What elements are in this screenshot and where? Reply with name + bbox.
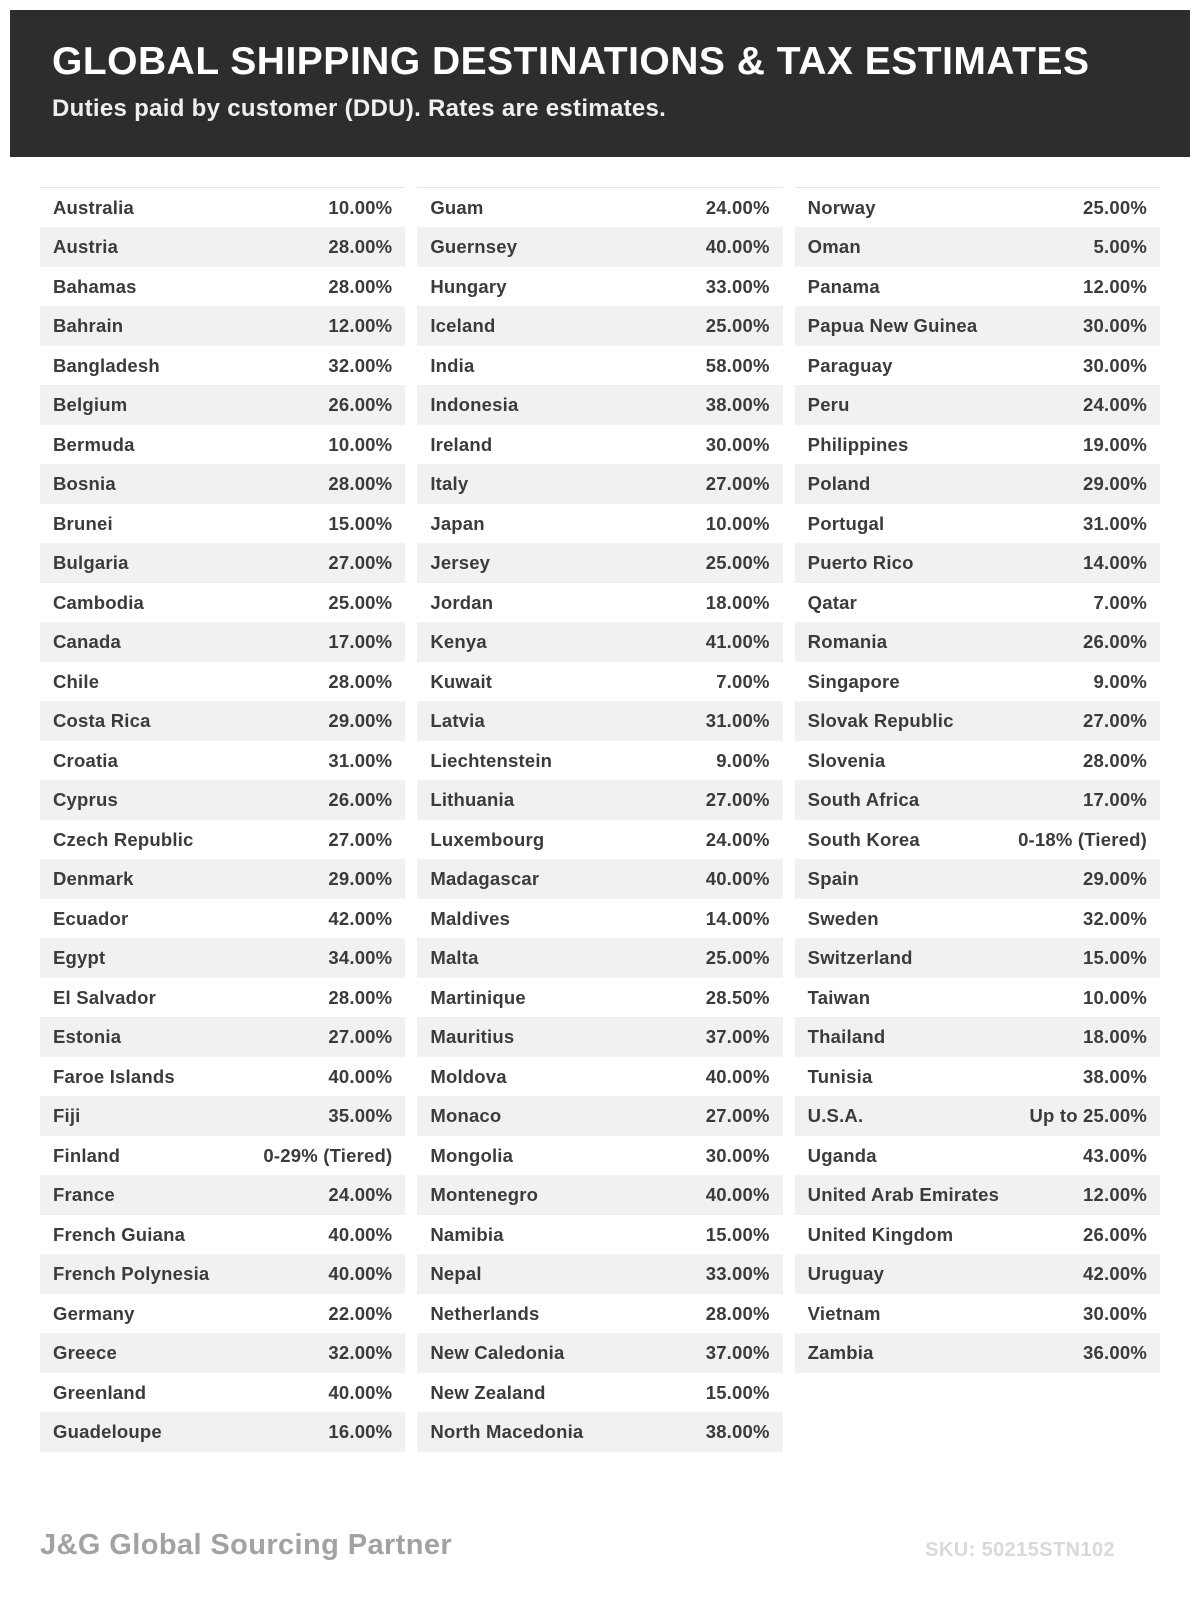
rate-value: 42.00% [328,907,393,929]
country-label: Egypt [53,947,106,969]
country-label: Nepal [430,1263,482,1285]
country-label: Zambia [807,1342,874,1364]
rate-value: 28.00% [328,670,393,692]
rate-row [40,1254,405,1294]
rate-value: 19.00% [1083,433,1147,455]
rate-row [417,1136,782,1176]
country-label: Iceland [430,315,496,337]
country-label: Bermuda [53,433,135,455]
rate-value: 58.00% [705,354,770,376]
rate-row [417,346,782,386]
rate-row [795,1175,1160,1215]
country-label: French Guiana [53,1223,186,1245]
country-label: Romania [807,631,888,653]
rate-value: 15.00% [705,1223,770,1245]
country-label: Poland [807,473,871,495]
country-label: Guam [430,196,484,218]
rate-row [795,306,1160,346]
rate-row [40,306,405,346]
country-label: Slovak Republic [807,710,954,732]
country-label: Costa Rica [53,710,151,732]
country-label: Lithuania [430,789,515,811]
rate-value: 30.00% [1083,354,1147,376]
rate-value: 10.00% [705,512,770,534]
rate-row [417,1215,782,1255]
rate-row [795,1294,1160,1334]
country-label: Madagascar [430,868,540,890]
rate-row [417,227,782,267]
rate-row [417,306,782,346]
rate-value: 28.00% [328,236,393,258]
rate-value: 15.00% [328,512,393,534]
rate-row [417,504,782,544]
rate-value: 30.00% [1083,315,1147,337]
rate-row [417,820,782,860]
country-label: French Polynesia [53,1263,210,1285]
rate-value: 28.00% [1083,749,1147,771]
rate-value: 41.00% [705,631,770,653]
rate-value: 27.00% [705,789,770,811]
rate-value: 29.00% [1083,473,1147,495]
rate-row [40,425,405,465]
rate-value: 25.00% [1083,196,1147,218]
country-label: Greenland [53,1381,147,1403]
country-label: Mongolia [430,1144,514,1166]
header-banner [10,10,1190,157]
rates-grid [40,187,1160,1452]
rate-row [417,1175,782,1215]
country-label: Greece [53,1342,117,1364]
country-label: Kuwait [430,670,493,692]
rate-value: 31.00% [328,749,393,771]
rate-value: 27.00% [328,552,393,574]
rate-row [795,859,1160,899]
rate-row [417,701,782,741]
rate-row [795,504,1160,544]
rate-row [40,1096,405,1136]
rate-row [40,859,405,899]
country-label: Moldova [430,1065,507,1087]
country-label: Indonesia [430,394,519,416]
rate-value: 0-18% (Tiered) [1018,828,1147,850]
rate-row [40,543,405,583]
country-label: Qatar [807,591,857,613]
rate-row [40,701,405,741]
rate-value: 33.00% [705,1263,770,1285]
country-label: North Macedonia [430,1421,584,1443]
rate-row [417,662,782,702]
country-label: Cyprus [53,789,118,811]
rate-value: 14.00% [1083,552,1147,574]
rate-value: 37.00% [705,1026,770,1048]
rate-row [417,464,782,504]
rate-row [795,1254,1160,1294]
country-label: Denmark [53,868,134,890]
rate-value: 38.00% [705,394,770,416]
country-label: Netherlands [430,1302,540,1324]
rate-row [795,741,1160,781]
rate-row [795,188,1160,228]
rate-row [795,1017,1160,1057]
rate-value: 22.00% [328,1302,393,1324]
country-label: Montenegro [430,1184,539,1206]
country-label: United Kingdom [807,1223,954,1245]
rate-value: 25.00% [328,591,393,613]
country-label: Uruguay [807,1263,885,1285]
rate-value: 17.00% [328,631,393,653]
rate-row [40,899,405,939]
rate-row [417,1412,782,1452]
rate-row [40,780,405,820]
footer [0,1529,1200,1562]
rate-value: 27.00% [1083,710,1147,732]
rate-value: 40.00% [705,868,770,890]
rate-row [40,1017,405,1057]
rate-row [417,1373,782,1413]
country-label: Guernsey [430,236,518,258]
rate-row [40,820,405,860]
rate-value: 40.00% [705,1065,770,1087]
rate-row [795,425,1160,465]
rate-value: 28.00% [705,1302,770,1324]
country-label: New Caledonia [430,1342,565,1364]
rate-value: 10.00% [328,196,393,218]
rate-row [795,820,1160,860]
rate-value: 12.00% [1083,275,1147,297]
rate-value: 40.00% [328,1263,393,1285]
rate-row [795,464,1160,504]
country-label: Bangladesh [53,354,160,376]
rate-row [40,1136,405,1176]
rate-row [795,1136,1160,1176]
rate-value: 32.00% [328,1342,393,1364]
rate-row [795,227,1160,267]
rate-row [795,346,1160,386]
country-label: Czech Republic [53,828,194,850]
rate-row [40,1373,405,1413]
rate-value: 25.00% [705,947,770,969]
rate-row [795,978,1160,1018]
rate-value: 24.00% [328,1184,393,1206]
country-label: Estonia [53,1026,122,1048]
country-label: Monaco [430,1105,502,1127]
country-label: Uganda [807,1144,877,1166]
country-label: Bahrain [53,315,124,337]
rate-row [40,583,405,623]
rate-row [40,978,405,1018]
rate-value: 40.00% [328,1065,393,1087]
rate-value: 25.00% [705,552,770,574]
rate-row [40,938,405,978]
rate-row [40,622,405,662]
rate-value: 18.00% [1083,1026,1147,1048]
rate-value: 12.00% [328,315,393,337]
rate-value: 9.00% [1093,670,1147,692]
rate-value: 34.00% [328,947,393,969]
country-label: Croatia [53,749,119,771]
country-label: Jersey [430,552,491,574]
rate-row [40,188,405,228]
rate-value: 7.00% [716,670,770,692]
rate-value: 29.00% [328,710,393,732]
rate-value: 28.00% [328,986,393,1008]
rate-row [795,701,1160,741]
rate-value: 9.00% [716,749,770,771]
rate-row [417,1333,782,1373]
country-label: Hungary [430,275,507,297]
rate-row [417,978,782,1018]
country-label: Guadeloupe [53,1421,162,1443]
country-label: France [53,1184,115,1206]
rate-value: 28.00% [328,473,393,495]
rate-row [795,1096,1160,1136]
country-label: Papua New Guinea [807,315,978,337]
rate-value: 32.00% [1083,907,1147,929]
rate-value: 14.00% [705,907,770,929]
country-label: Oman [807,236,861,258]
country-label: Norway [807,196,876,218]
country-label: Spain [807,868,860,890]
rate-value: 29.00% [328,868,393,890]
country-label: Fiji [53,1105,81,1127]
country-label: Peru [807,394,850,416]
country-label: Ireland [430,433,493,455]
country-label: South Korea [807,828,920,850]
rate-value: 30.00% [705,433,770,455]
rate-value: 10.00% [1083,986,1147,1008]
rate-row [40,1294,405,1334]
rate-value: 27.00% [705,473,770,495]
country-label: South Africa [807,789,920,811]
rate-row [795,622,1160,662]
sku-text: SKU: 50215STN102 [925,1539,1115,1561]
rate-value: 40.00% [705,236,770,258]
page-subtitle: Duties paid by customer (DDU). Rates are estimates. [52,94,667,122]
rate-value: 7.00% [1093,591,1147,613]
country-label: Singapore [807,670,900,692]
country-label: Switzerland [807,947,913,969]
country-label: Slovenia [807,749,886,771]
rate-value: 24.00% [1083,394,1147,416]
country-label: Belgium [53,394,128,416]
rate-row [40,346,405,386]
rate-row [40,267,405,307]
country-label: Mauritius [430,1026,515,1048]
country-label: Finland [53,1144,121,1166]
rate-value: 36.00% [1083,1342,1147,1364]
rate-row [417,543,782,583]
rate-value: 27.00% [705,1105,770,1127]
rate-row [40,1333,405,1373]
rate-value: 30.00% [705,1144,770,1166]
country-label: Paraguay [807,354,893,376]
rate-row [795,583,1160,623]
rate-value: Up to 25.00% [1029,1105,1147,1127]
rate-value: 30.00% [1083,1302,1147,1324]
rate-row [795,780,1160,820]
rate-row [40,1215,405,1255]
rate-row [417,1294,782,1334]
rate-row [795,899,1160,939]
rate-value: 25.00% [705,315,770,337]
rate-value: 10.00% [328,433,393,455]
country-label: Luxembourg [430,828,545,850]
rate-row [417,267,782,307]
rate-value: 26.00% [1083,631,1147,653]
rates-column-2 [417,187,782,1452]
country-label: Brunei [53,512,113,534]
rate-value: 28.50% [705,986,770,1008]
country-label: New Zealand [430,1381,546,1403]
rate-row [795,1333,1160,1373]
rate-value: 5.00% [1093,236,1147,258]
rate-row [417,1096,782,1136]
rate-row [40,504,405,544]
country-label: Thailand [807,1026,886,1048]
rate-value: 28.00% [328,275,393,297]
country-label: Vietnam [807,1302,881,1324]
rate-row [795,938,1160,978]
rate-value: 42.00% [1083,1263,1147,1285]
rate-value: 43.00% [1083,1144,1147,1166]
rate-row [40,464,405,504]
rate-value: 33.00% [705,275,770,297]
rate-row [795,1215,1160,1255]
country-label: Ecuador [53,907,129,929]
rate-row [40,227,405,267]
country-label: Bahamas [53,275,137,297]
country-label: Panama [807,275,880,297]
rate-value: 35.00% [328,1105,393,1127]
rate-value: 0-29% (Tiered) [263,1144,393,1166]
rate-row [795,662,1160,702]
country-label: Latvia [430,710,485,732]
country-label: Maldives [430,907,511,929]
rate-value: 38.00% [1083,1065,1147,1087]
country-label: United Arab Emirates [807,1184,1000,1206]
rates-column-1 [40,187,405,1452]
rate-value: 26.00% [328,394,393,416]
brand-text: J&G Global Sourcing Partner [40,1529,453,1561]
country-label: Martinique [430,986,526,1008]
rate-value: 40.00% [328,1381,393,1403]
rate-value: 29.00% [1083,868,1147,890]
rate-value: 26.00% [1083,1223,1147,1245]
country-label: Malta [430,947,479,969]
rate-row [417,583,782,623]
rate-value: 15.00% [705,1381,770,1403]
country-label: Japan [430,512,485,534]
rate-row [417,1254,782,1294]
rate-row [417,1017,782,1057]
rate-row [417,780,782,820]
rate-value: 31.00% [1083,512,1147,534]
rate-row [417,859,782,899]
rate-value: 26.00% [328,789,393,811]
country-label: Chile [53,670,100,692]
rate-row [417,188,782,228]
rate-value: 32.00% [328,354,393,376]
rate-row [795,1057,1160,1097]
rate-row [417,938,782,978]
rate-value: 40.00% [328,1223,393,1245]
country-label: U.S.A. [807,1105,864,1127]
country-label: Kenya [430,631,487,653]
country-label: Philippines [807,433,909,455]
country-label: Namibia [430,1223,504,1245]
rate-row [417,899,782,939]
country-label: Cambodia [53,591,145,613]
rate-value: 31.00% [705,710,770,732]
country-label: Bulgaria [53,552,129,574]
rate-row [417,425,782,465]
rate-row [795,385,1160,425]
country-label: Germany [53,1302,135,1324]
rate-value: 18.00% [705,591,770,613]
country-label: Italy [430,473,469,495]
rates-column-3 [795,187,1160,1373]
country-label: Jordan [430,591,494,613]
rate-value: 38.00% [705,1421,770,1443]
rate-row [795,543,1160,583]
country-label: Portugal [807,512,885,534]
rate-value: 16.00% [328,1421,393,1443]
country-label: Australia [53,196,134,218]
country-label: Tunisia [807,1065,873,1087]
rate-row [40,385,405,425]
rate-row [417,622,782,662]
country-label: Faroe Islands [53,1065,175,1087]
rate-value: 37.00% [705,1342,770,1364]
rate-row [40,1057,405,1097]
rate-row [40,662,405,702]
country-label: Taiwan [807,986,871,1008]
rate-row [417,741,782,781]
rate-value: 40.00% [705,1184,770,1206]
country-label: Puerto Rico [807,552,914,574]
rate-value: 24.00% [705,196,770,218]
country-label: Liechtenstein [430,749,553,771]
rate-row [417,385,782,425]
rate-value: 12.00% [1083,1184,1147,1206]
rate-value: 27.00% [328,828,393,850]
rate-row [795,267,1160,307]
country-label: El Salvador [53,986,156,1008]
page-title: GLOBAL SHIPPING DESTINATIONS & TAX ESTIMATES [52,40,1090,83]
rate-row [417,1057,782,1097]
rate-value: 27.00% [328,1026,393,1048]
country-label: India [430,354,475,376]
country-label: Austria [53,236,119,258]
rate-value: 15.00% [1083,947,1147,969]
rate-value: 17.00% [1083,789,1147,811]
country-label: Sweden [807,907,879,929]
country-label: Canada [53,631,122,653]
rate-row [40,1412,405,1452]
rate-row [40,1175,405,1215]
country-label: Bosnia [53,473,116,495]
rate-value: 24.00% [705,828,770,850]
rate-row [40,741,405,781]
